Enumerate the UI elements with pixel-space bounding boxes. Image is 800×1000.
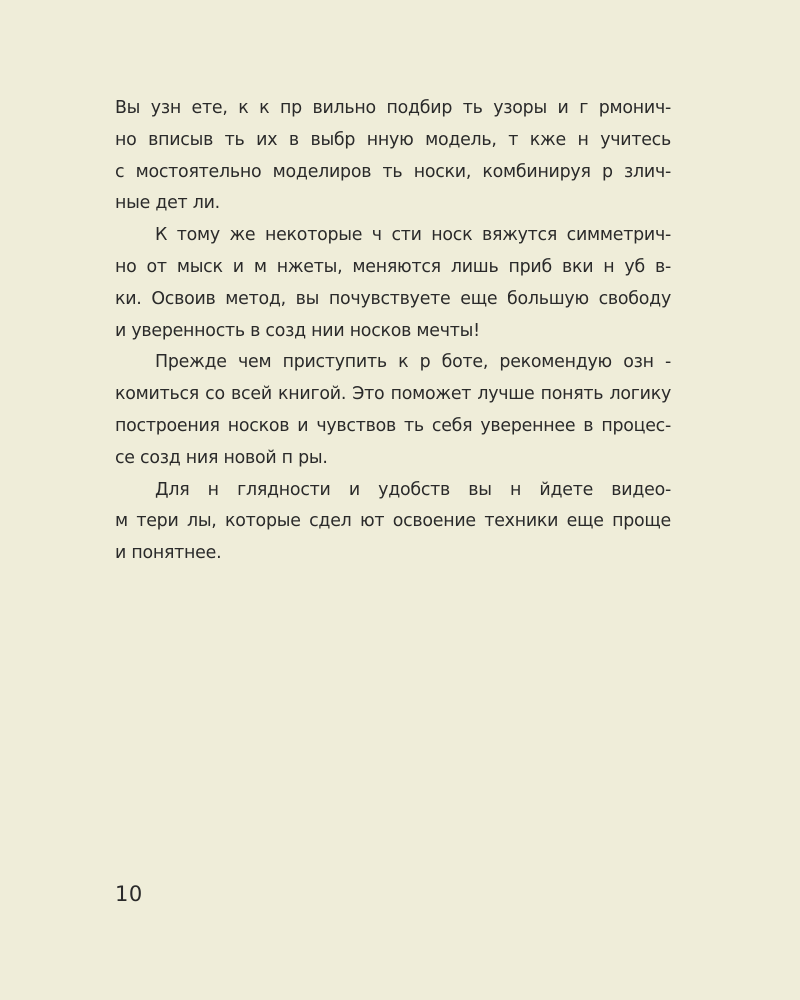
text-line-7: ки. Освоив метод, вы почувствуете еще большую свободу	[115, 288, 671, 309]
text-line-4: ные дет ли.	[115, 193, 220, 214]
text-line-8: и уверенность в созд нии носков мечты!	[115, 320, 480, 341]
body-text	[115, 93, 671, 570]
text-line-15: и понятнее.	[115, 543, 222, 564]
text-line-3: с мостоятельно моделиров ть носки, комбинируя р злич-	[115, 161, 671, 182]
text-line-5: К тому же некоторые ч сти носк вяжутся симметрич-	[155, 225, 671, 246]
text-line-11: построения носков и чувствов ть себя увереннее в процес-	[115, 415, 671, 436]
text-line-6: но от мыск и м нжеты, меняются лишь приб вки н уб в-	[115, 256, 671, 277]
text-line-2: но вписыв ть их в выбр нную модель, т кже н учитесь	[115, 129, 671, 150]
text-line-9: Прежде чем приступить к р боте, рекомендую озн -	[155, 352, 671, 373]
text-line-12: се созд ния новой п ры.	[115, 447, 328, 468]
page-number: 10	[115, 882, 143, 906]
text-line-1: Вы узн ете, к к пр вильно подбир ть узоры и г рмонич-	[115, 98, 671, 118]
text-line-13: Для н глядности и удобств вы н йдете видео-	[155, 479, 671, 500]
text-line-14: м тери лы, которые сдел ют освоение техники еще проще	[115, 511, 671, 532]
text-line-10: комиться со всей книгой. Это поможет лучше понять логику	[115, 384, 671, 405]
